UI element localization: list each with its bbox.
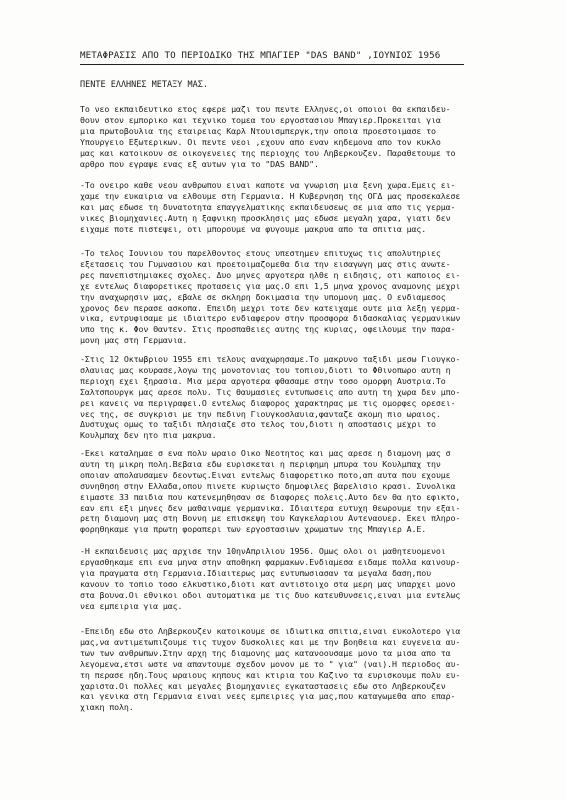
text-line: -Το ονειρο καθε νεου ανθρωπου ειναι καποτε να γνωριση μια ξενη χωρα.Εμεις ει-: [80, 180, 456, 190]
text-line: λεγομενα,ετσι ωστε να απαντουμε σχεδον μονον με το " για" (ναι).Η περιοδος αυ-: [80, 658, 461, 669]
text-line: χαριστα.Οι πολλες και μεγαλες βιομηχανιες εγκαταστασεις εδω στο Ληβερκουζεν: [80, 680, 446, 691]
document-header: ΜΕΤΑΦΡΑΣΙΣ ΑΠΟ ΤΟ ΠΕΡΙΟΔΙΚΟ ΤΗΣ ΜΠΑΓΙΕΡ "DAS BAND" ,ΙΟΥΝΙΟΣ 1956: [80, 50, 441, 61]
text-line: ειμαστε 33 παιδια που κατενεμηθησαν σε διαφορες πολεις.Αυτο δεν θα ητο εφικτο,: [80, 491, 461, 502]
text-line: ρει κανεις να περιγραφει.Ο εντελως διαφορος χαρακτηρας με τις ομορφες ορεσει-: [80, 397, 456, 408]
text-line: ρες πανεπιστημιακες σχολες. Δυο μηνες αργοτερα ηλθε η ειδησις, οτι καποιος ει-: [80, 269, 461, 280]
text-line: θουν στον εμπορικο και τεχνικο τομεα του εργοστασιου Μπαγιερ.Προκειται για: [80, 114, 441, 125]
text-line: -Εκει καταλημαε σ ενα πολυ ωραιο Οικο Νεοτητος και μας αρεσε η διαμονη μας σ: [80, 448, 451, 458]
text-line: -Το τελος Ιουνιου του παρελθοντος ετους υπεστημεν επιτυχως τις απολυτηριες: [80, 248, 441, 258]
text-line: Δυστυχως ομως το ταξιδι πλησιαζε στο τελος του,διοτι η αποστασις μεχρι το: [80, 419, 436, 430]
text-line: νεα εμπειρια για μας.: [80, 600, 183, 611]
text-line: την αναχωρησιν μας, εβαλε σε σκληρη δοκιμασια την υπομονη μας. Ο ενδιαμεσος: [80, 291, 446, 302]
paragraph-exams: [80, 248, 500, 346]
text-line: χε εντελως διαφορετικες προτασεις για μας.Ο επι 1,5 μηνα χρονος αναμονης μεχρι: [80, 280, 461, 291]
text-line: χιακη πολη.: [80, 702, 134, 713]
paragraph-kulmbach: [80, 448, 500, 535]
text-line: μας και κατοικουν σε οικογενειες της περιοχης του Ληβερκουζεν. Παραθετουμε το: [80, 147, 456, 158]
text-line: νες της, σε συγκρισι με την πεδινη Γιουγκοσλαυια,φανταζε ακομη πιο ωραιος.: [80, 408, 441, 419]
text-line: εαν επι εξι μηνες δεν μαθαιναμε γερμανικα. Ιδιαιτερα ευτυχη θεωρουμε την εξαι-: [80, 502, 461, 513]
header-underline: [80, 64, 464, 65]
text-line: στα βουνα.Οι εθνικοι οδοι αυτοματικα με τις δυο κατευθυνσεις,ειναι μια εντελως: [80, 589, 461, 600]
text-line: Κουλμπαχ δεν ητο πια μακρυα.: [80, 430, 217, 441]
text-line: τη περασε ηδη.Τους ωραιους κηπους και κτιρια του Καζινο τα ευρισκουμε πολυ ευ-: [80, 669, 461, 680]
text-line: περιοχη εχει ξηρασια. Μια μερα αργοτερα φθασαμε στην τοσο ομορφη Αυστρια.Το: [80, 375, 446, 386]
text-line: για πραγματα στη Γερμανια.Ιδιαιτερως μας εντυπωσιασαν τα μεγαλα δαση,που: [80, 567, 432, 578]
paragraph-intro: [80, 104, 500, 169]
paragraph-leverkusen: [80, 626, 500, 713]
text-line: -Επειδη εδω στο Ληβερκουζεν κατοικουμε σε ιδιωτικα σπιτια,ειναι ευκολοτερο για: [80, 626, 461, 636]
text-line: και μας εδωσε τη δυνατοτητα επαγγελματικης εκπαιδευσεως σε μια απο τις γερμα-: [80, 201, 456, 212]
paragraph-dream: [80, 180, 500, 235]
text-line: ρετη διαμονη μας στη Βοννη με επισκεψη του Καγκελαριου Αντεναουερ. Εκει πληρο-: [80, 513, 461, 524]
text-line: μια πρωτοβουλια της εταιρειας Καρλ Ντουισμπεργκ,την οποια προεστοιμασε το: [80, 125, 436, 136]
text-line: νικες βιομηχανιες.Αυτη η ξαφνικη προσκλησις μας εδωσε μεγαλη χαρα, γιατι δεν: [80, 212, 451, 223]
text-line: μας,να αντιμετωπιζουμε τις τυχον δυσκολιες και με την βοηθεια και ευγενεια αυ-: [80, 636, 461, 647]
text-line: Το νεο εκπαιδευτικο ετος εφερε μαζι του πεντε Ελληνες,οι οποιοι θα εκπαιδευ-: [80, 104, 451, 114]
text-line: ειχαμε ποτε πιστεψει, οτι μπορουμε να φυγουμε μακρυα απο τα σπιτια μας.: [80, 223, 427, 234]
text-line: μονη μας στη Γερμανια.: [80, 335, 188, 346]
text-line: νικα, εντρυφισαμε με ιδιαιτερο ενδιαφερον στην προσφορα διδασκαλιας γερμανικων: [80, 313, 461, 324]
paragraph-training: [80, 546, 500, 611]
text-line: εξετασεις του Γυμνασιου και προετοιμαζομεθα δια την εισαγωγη μας στις ανωτε-: [80, 258, 451, 269]
text-line: Υπουργειο Εξωτερικων. Οι πεντε νεοι ,εχουν απο εναν κηδεμονα απο τον κυκλο: [80, 136, 441, 147]
text-line: Σαλτσπουργκ μας αρεσε πολυ. Τις θαυμασιες εντυπωσεις απο αυτη τη χωρα δεν μπο-: [80, 386, 461, 397]
text-line: σλαυιας μας κουρασε,λογω της μονοτονιας του τοπιου,διοτι το Φθινοπωρο αυτη η: [80, 364, 451, 375]
text-line: των των ανθρωπων.Στην αρχη της διαμονης μας κατανοουσαμε μονο τα μισα απο τα: [80, 647, 451, 658]
text-line: -Η εκπαιδευσις μας αρχισε την 10ηνΑπριλιου 1956. Ομως ολοι οι μαθητευομενοι: [80, 546, 446, 556]
text-line: κανουν το τοπιο τοσο ελκυστικο,διοτι κατ αντιστοιχο στα μερη μας υπαρχει μονο: [80, 578, 456, 589]
text-line: αρθρο που εγραψε ενας εξ αυτων για το "DAS BAND".: [80, 158, 319, 169]
text-line: φορηθηκαμε για πρωτη φοραπερι των εργοστασιων χρωματων της Μπαγιερ Α.Ε.: [80, 524, 427, 535]
text-line: συνηθηση στην Ελλαδα,οπου πινετε κυριωςτο δημοφιλες βαρελισιο κρασι. Συνολικα: [80, 480, 456, 491]
text-line: -Στις 12 Οκτωβριου 1955 επι τελους αναχωρησαμε.Το μακρυνο ταξιδι μεσω Γιουγκο-: [80, 354, 461, 364]
text-line: εργασθηκαμε επι ενα μηνα στην αποθηκη φαρμακων.Ενδιαμεσα ειδαμε πολλα καινουρ-: [80, 556, 461, 567]
text-line: χρονος δεν περασε ασκοπα. Επειδη μεχρι τοτε δεν κατειχαμε ουτε μια λεξη γερμα-: [80, 302, 461, 313]
text-line: οποιαν απολαυσαμεν δεοντως.Ειναι εντελως διαφορετικο ποτο,απ αυτα που εχουμε: [80, 469, 451, 480]
text-line: αυτη τη μικρη πολη.Βεβαια εδω ευρισκεται η περιφημη μπυρα του Κουλμπαχ την: [80, 458, 441, 469]
text-line: υπο της κ. Φον Θαντεν. Στις προσπαθειες αυτης της κυριας, οφειλουμε την παρα-: [80, 324, 456, 335]
text-line: και γενικα στη Γερμανια ειναι νεες εμπειριες για μας,που καταγωμεθα απο επαρ-: [80, 691, 456, 702]
text-line: χαμε την ευκαιρια να ελθουμε στη Γερμανια. Η Κυβερνηση της ΟΓΔ μας προσεκαλεσε: [80, 190, 461, 201]
article-heading: ΠΕΝΤΕ ΕΛΛΗΝΕΣ ΜΕΤΑΞΥ ΜΑΣ.: [80, 80, 208, 90]
paragraph-journey: [80, 354, 500, 441]
